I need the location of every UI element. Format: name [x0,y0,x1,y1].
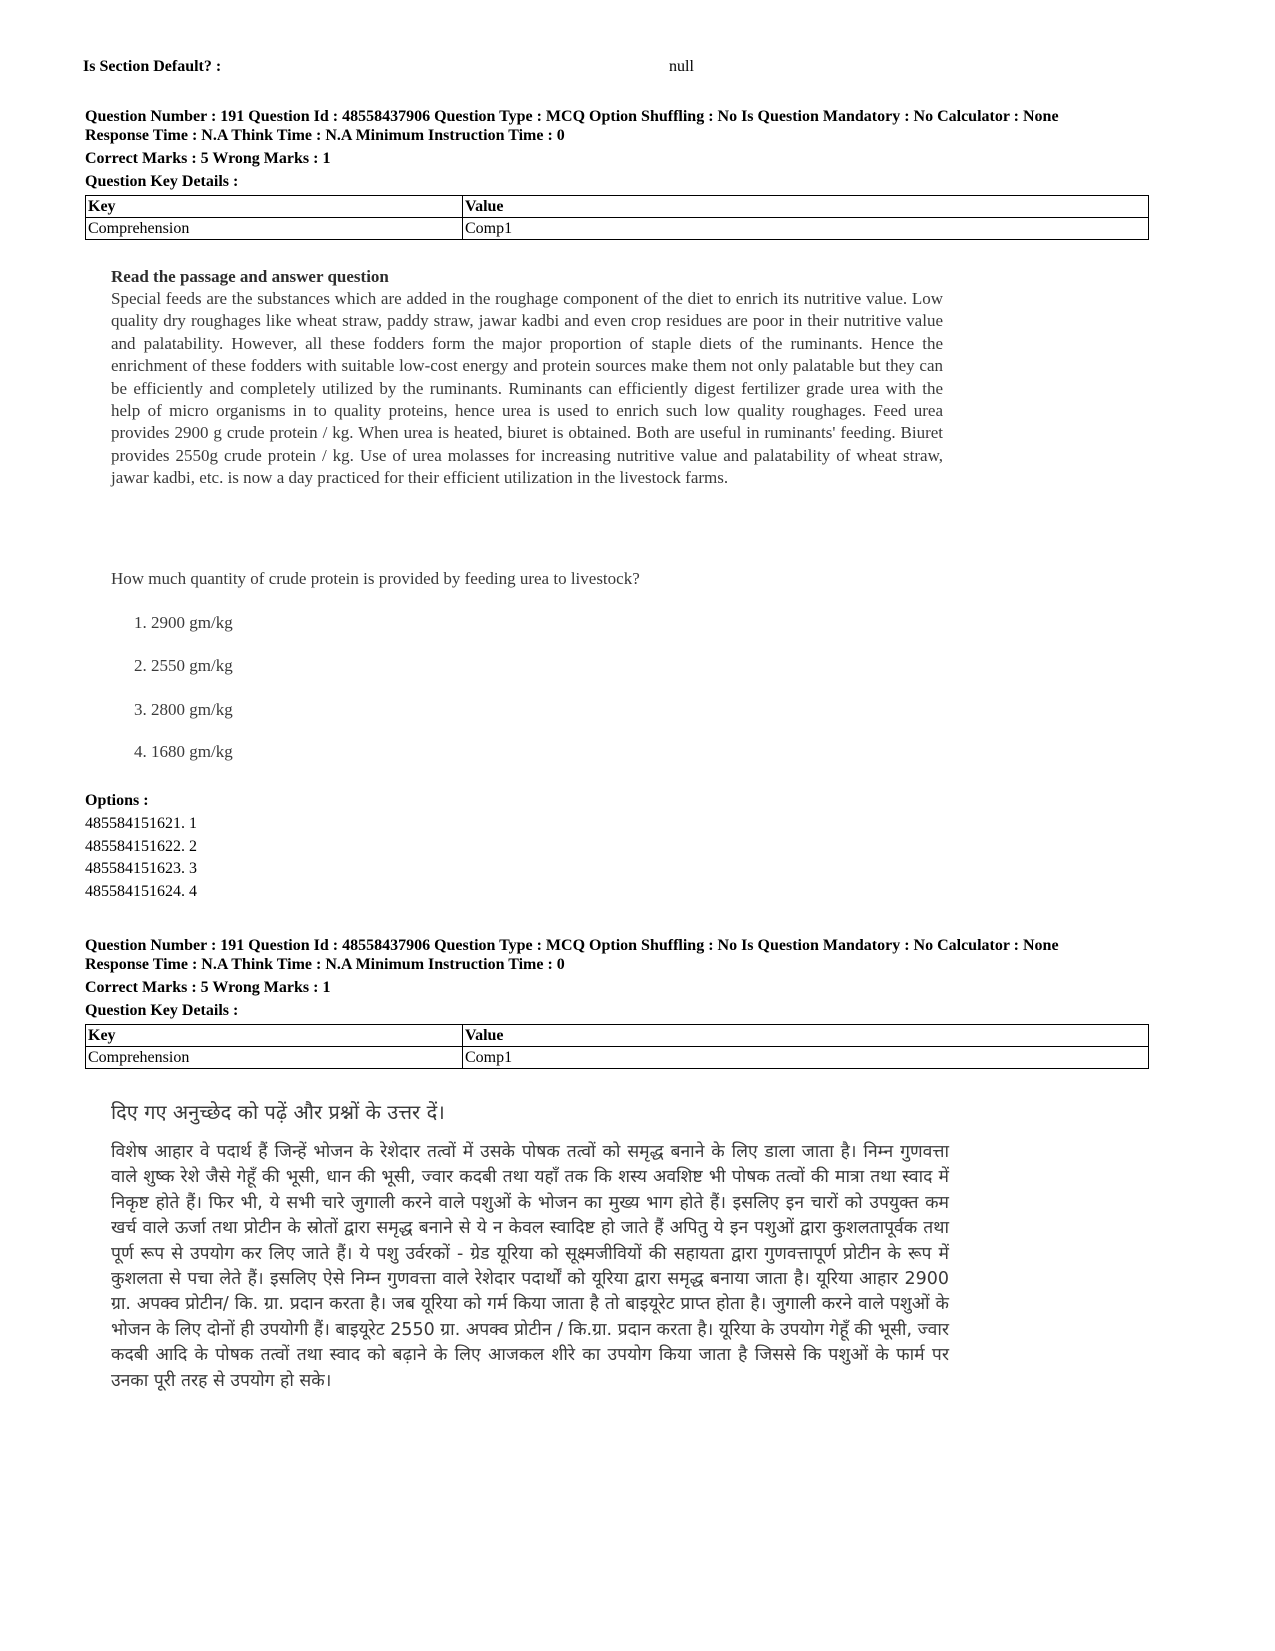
table-cell-key: Comprehension [86,1047,463,1069]
question-text: How much quantity of crude protein is provided by feeding urea to livestock? [111,569,640,588]
passage-title: दिए गए अनुच्छेद को पढ़ें और प्रश्नों के उत्तर दें। [111,1100,445,1124]
section-default-label: Is Section Default? : [83,58,222,75]
table-row [86,218,1149,240]
table-header-row [86,196,1149,218]
table-row [86,1047,1149,1069]
question-marks: Correct Marks : 5 Wrong Marks : 1 [85,150,331,167]
table-header-value: Value [463,196,1149,218]
table-header-key: Key [86,196,463,218]
option-id-3: 485584151623. 3 [85,860,197,877]
table-header-row [86,1025,1149,1047]
option-id-4: 485584151624. 4 [85,883,197,900]
question-key-table [85,195,1149,240]
table-cell-value: Comp1 [463,218,1149,240]
question-key-details-label: Question Key Details : [85,1002,239,1019]
choice-3: 3. 2800 gm/kg [134,700,233,719]
section-default-value: null [669,58,694,75]
question-meta-line2: Response Time : N.A Think Time : N.A Minimum Instruction Time : 0 [85,127,565,144]
question-marks: Correct Marks : 5 Wrong Marks : 1 [85,979,331,996]
table-header-value: Value [463,1025,1149,1047]
options-label: Options : [85,792,149,809]
question-key-table [85,1024,1149,1069]
table-header-key: Key [86,1025,463,1047]
option-id-1: 485584151621. 1 [85,815,197,832]
table-cell-key: Comprehension [86,218,463,240]
option-id-2: 485584151622. 2 [85,838,197,855]
passage-body: Special feeds are the substances which are added in the roughage component of the diet to enrich its nutritive value. Low quality dry roughages like wheat straw, paddy straw, jawar kadbi and even crop residues are poor in their nutritive value and palatability. However, all these fodders form the major proportion of staple diets of the ruminants. Hence the enrichment of these fodders with suitable low-cost energy and protein sources make them not only palatable but they can be efficiently and completely utilized by the ruminants. Ruminants can efficiently digest fertilizer grade urea with the help of micro organisms in to quality proteins, hence urea is used to enrich such low quality roughages. Feed urea provides 2900 g crude protein / kg. When urea is heated, biuret is obtained. Both are useful in ruminants' feeding. Biuret provides 2550g crude protein / kg. Use of urea molasses for increasing nutritive value and palatability of wheat straw, jawar kadbi, etc. is now a day practiced for their efficient utilization in the livestock farms. [111,289,943,488]
question-meta-line1: Question Number : 191 Question Id : 48558437906 Question Type : MCQ Option Shuffling : No Is Question Mandatory : No Calculator : None [85,108,1059,125]
choice-2: 2. 2550 gm/kg [134,656,233,675]
passage-title: Read the passage and answer question [111,267,389,286]
question-meta-line1: Question Number : 191 Question Id : 48558437906 Question Type : MCQ Option Shuffling : No Is Question Mandatory : No Calculator : None [85,937,1059,954]
question-meta-line2: Response Time : N.A Think Time : N.A Minimum Instruction Time : 0 [85,956,565,973]
choice-1: 1. 2900 gm/kg [134,613,233,632]
passage-body: विशेष आहार वे पदार्थ हैं जिन्हें भोजन के रेशेदार तत्वों में उसके पोषक तत्वों को समृद्ध बनाने के लिए डाला जाता है। निम्न गुणवत्ता वाले शुष्क रेशे जैसे गेहूँ की भूसी, धान की भूसी, ज्वार कदबी तथा यहाँ तक कि शस्य अवशिष्ट भी पोषक तत्वों की मात्रा तथा स्वाद में निकृष्ट होते हैं। फिर भी, ये सभी चारे जुगाली करने वाले पशुओं के भोजन का मुख्य भाग होते हैं। इसलिए इन चारों को उपयुक्त कम खर्च वाले ऊर्जा तथा प्रोटीन के स्रोतों द्वारा समृद्ध बनाने से ये न केवल स्वादिष्ट हो जाते हैं अपितु ये इन पशुओं द्वारा कुशलतापूर्वक तथा पूर्ण रूप से उपयोग कर लिए जाते हैं। ये पशु उर्वरकों - ग्रेड यूरिया को सूक्ष्मजीवियों की सहायता द्वारा गुणवत्तापूर्ण प्रोटीन के रूप में कुशलता से पचा लेते हैं। इसलिए ऐसे निम्न गुणवत्ता वाले रेशेदार पदार्थों को यूरिया द्वारा समृद्ध बनाया जाता है। यूरिया आहार 2900 ग्रा. अपक्व प्रोटीन/ कि. ग्रा. प्रदान करता है। जब यूरिया को गर्म किया जाता है तो बाइयूरेट प्राप्त होता है। जुगाली करने वाले पशुओं के भोजन के लिए दोनों ही उपयोगी हैं। बाइयूरेट 2550 ग्रा. अपक्व प्रोटीन / कि.ग्रा. प्रदान करता है। यूरिया के उपयोग गेहूँ की भूसी, ज्वार कदबी आदि के पोषक तत्वों तथा स्वाद को बढ़ाने के लिए आजकल शीरे का उपयोग किया जाता है जिससे कि पशुओं के फार्म पर उनका पूरी तरह से उपयोग हो सके। [111,1142,950,1391]
table-cell-value: Comp1 [463,1047,1149,1069]
choice-4: 4. 1680 gm/kg [134,742,233,761]
question-key-details-label: Question Key Details : [85,173,239,190]
